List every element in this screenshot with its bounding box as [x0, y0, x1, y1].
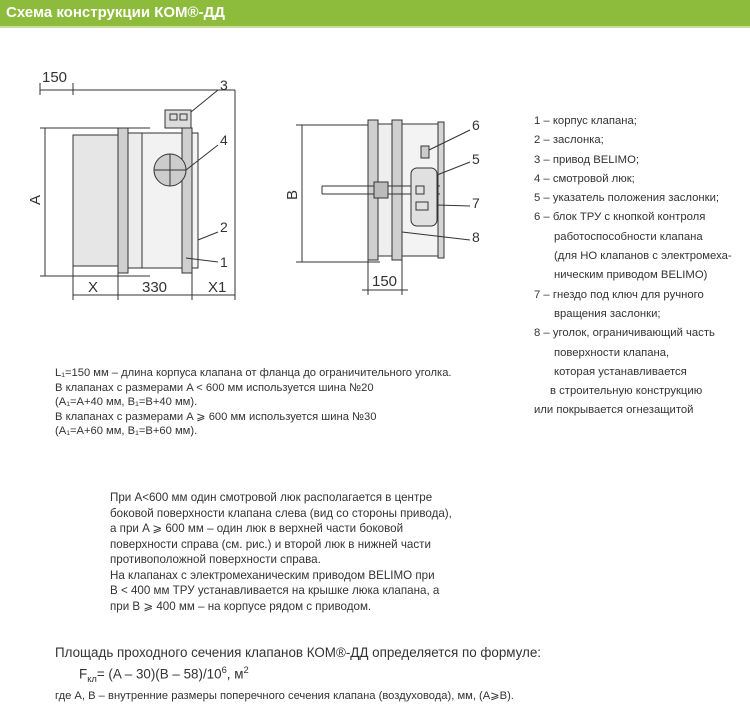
note-line: L₁=150 мм – длина корпуса клапана от фланца до ограничительного уголка. [55, 367, 452, 379]
legend-item: 5 – указатель положения заслонки; [534, 192, 720, 205]
area-formula [79, 665, 249, 684]
legend-item: в строительную конструкцию [550, 385, 703, 398]
legend-item: ническим приводом BELIMO) [554, 269, 708, 282]
parts-legend [534, 112, 748, 421]
legend-item: 2 – заслонка; [534, 134, 604, 147]
legend-item: 1 – корпус клапана; [534, 115, 637, 127]
note-line: а при A ⩾ 600 мм – один люк в верхней части боковой [110, 522, 404, 535]
callout-1: 1 [220, 254, 228, 270]
callout-4: 4 [220, 132, 228, 148]
note-line: поверхности справа (см. рис.) и второй люк в нижней части [110, 537, 431, 551]
legend-item: 8 – уголок, ограничивающий часть [534, 327, 715, 340]
formula-unit-exp: 2 [243, 665, 249, 675]
section-header [0, 0, 750, 28]
legend-item: которая устанавливается [554, 365, 687, 378]
dim-b: B [284, 189, 301, 200]
dim-a: A [27, 194, 44, 205]
note-line: противоположной поверхности справа. [110, 553, 321, 566]
legend-item: работоспособности клапана [554, 230, 703, 243]
area-title: Площадь проходного сечения клапанов КОМ®-ДД определяется по формуле: [55, 645, 542, 660]
legend-item: поверхности клапана, [554, 346, 670, 359]
formula-exp: 6 [221, 665, 227, 675]
section-title: Схема конструкции КОМ®-ДД [6, 4, 225, 21]
note-line: В клапанах с размерами A ⩾ 600 мм используется шина №30 [55, 410, 377, 423]
callout-7: 7 [472, 195, 480, 211]
legend-item: или покрывается огнезащитой [534, 404, 694, 417]
formula-unit: , м [226, 666, 244, 682]
note-line: (A₁=A+40 мм, B₁=B+40 мм). [55, 396, 198, 409]
dim-330: 330 [142, 279, 168, 296]
legend-item: вращения заслонки; [554, 307, 661, 320]
legend-item: 3 – привод BELIMO; [534, 153, 640, 166]
dim-150-left: 150 [42, 69, 68, 86]
callout-8: 8 [472, 229, 480, 245]
note-line: На клапанах с электромеханическим приводом BELIMO при [110, 568, 435, 582]
callout-2: 2 [220, 219, 228, 235]
note-line: боковой поверхности клапана слева (вид со стороны привода), [110, 506, 452, 520]
legend-item: 4 – смотровой люк; [534, 172, 635, 185]
formula-f: F [79, 666, 88, 682]
note-line: При A<600 мм один смотровой люк располагается в центре [110, 491, 433, 504]
l1-note [55, 366, 525, 439]
hatch-note [110, 490, 530, 614]
legend-item: 7 – гнездо под ключ для ручного [534, 288, 704, 301]
dim-x1: X1 [208, 279, 227, 296]
note-line: В клапанах с размерами A < 600 мм используется шина №20 [55, 381, 374, 394]
legend-item: 6 – блок ТРУ с кнопкой контроля [534, 211, 706, 224]
formula-sub: кл [87, 674, 97, 685]
dim-x: X [88, 279, 99, 296]
formula-body: = (A – 30)(B – 58)/10 [96, 666, 222, 682]
note-line: B < 400 мм ТРУ устанавливается на крышке люка клапана, а [110, 584, 440, 597]
callout-3: 3 [220, 77, 228, 93]
side-view-left [40, 83, 235, 300]
legend-item: (для НО клапанов с электромеха- [554, 250, 732, 263]
callout-5: 5 [472, 151, 480, 167]
note-line: (A₁=A+60 мм, B₁=B+60 мм). [55, 425, 198, 438]
callout-6: 6 [472, 117, 480, 133]
note-line: при B ⩾ 400 мм – на корпусе рядом с приводом. [110, 599, 372, 613]
dim-150-right: 150 [372, 273, 398, 290]
area-footnote: где A, B – внутренние размеры поперечного сечения клапана (воздуховода), мм, (A⩾B). [55, 690, 514, 702]
side-view-right [296, 120, 470, 295]
